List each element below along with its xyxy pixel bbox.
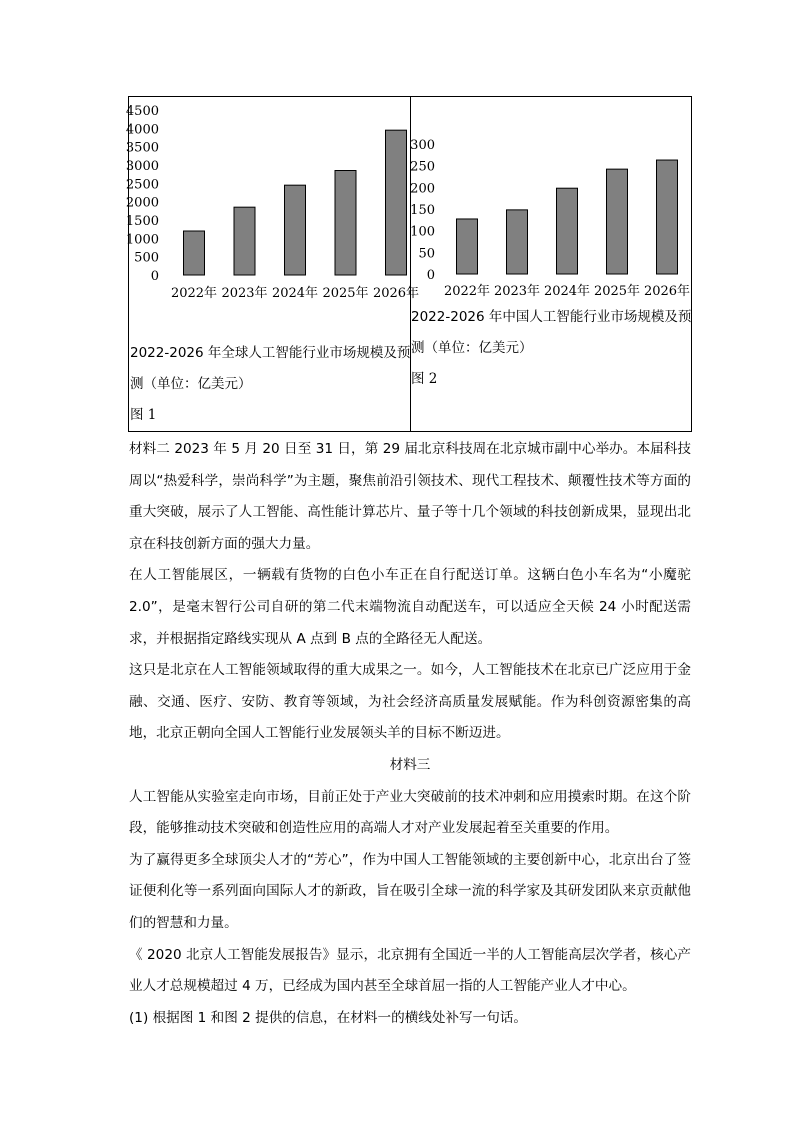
x-tick-label: 2026年 xyxy=(643,284,691,299)
y-tick-label: 3000 xyxy=(125,159,159,174)
bar xyxy=(335,171,356,276)
figure-2-caption xyxy=(411,302,691,395)
y-tick-label: 250 xyxy=(410,159,435,175)
bar xyxy=(457,219,478,274)
figure-1-label: 图 1 xyxy=(130,407,157,423)
y-tick-label: 3500 xyxy=(125,140,159,156)
y-tick-label: 100 xyxy=(410,224,435,240)
x-tick-label: 2025年 xyxy=(593,284,641,299)
paragraph-report: 《 2020 北京人工智能发展报告》显示，北京拥有全国近一半的人工智能高层次学者，核心产业人才总规模超过 4 万，已经成为国内甚至全球首屈一指的人工智能产业人才中心。 xyxy=(129,946,691,995)
bar xyxy=(386,130,407,275)
figure-1-caption-line-1: 2022-2026 年全球人工智能行业市场规模及预 xyxy=(130,345,411,361)
x-tick-label: 2025年 xyxy=(322,286,369,301)
y-tick-label: 0 xyxy=(150,269,159,284)
figure-2-caption-line-2: 测（单位：亿美元） xyxy=(411,340,533,356)
bar xyxy=(285,185,306,275)
question-1: (1) 根据图 1 和图 2 提供的信息，在材料一的横线处补写一句话。 xyxy=(129,1009,528,1026)
bar xyxy=(234,207,255,275)
figure-2-label: 图 2 xyxy=(411,371,438,387)
global-ai-market-bar-chart xyxy=(125,97,420,307)
x-tick-label: 2024年 xyxy=(271,286,319,301)
paragraph-ai-talent: 人工智能从实验室走向市场，目前正处于产业大突破前的技术冲刺和应用摸索时期。在这个阶段，能够推动技术突破和创造性应用的高端人才对产业发展起着至关重要的作用。 xyxy=(129,788,691,837)
x-tick-label: 2022年 xyxy=(443,284,491,299)
figure-1-caption-line-2: 测（单位：亿美元） xyxy=(130,376,252,392)
figure-1-caption xyxy=(130,338,410,431)
bar xyxy=(657,160,678,274)
y-tick-label: 150 xyxy=(410,203,435,218)
article-body xyxy=(129,434,691,1034)
y-tick-label: 4500 xyxy=(125,104,159,119)
bar xyxy=(507,210,528,274)
x-tick-label: 2022年 xyxy=(170,286,218,301)
y-tick-label: 300 xyxy=(410,138,435,153)
paragraph-talent-policy: 为了赢得更多全球顶尖人才的“芳心”，作为中国人工智能领域的主要创新中心，北京出台了签证便利化等一系列面向国际人才的新政，旨在吸引全球一流的科学家及其研发团队来京贡献他们的智慧和力量。 xyxy=(129,851,691,931)
figure-2-caption-line-1: 2022-2026 年中国人工智能行业市场规模及预 xyxy=(411,309,692,325)
bar xyxy=(607,169,628,274)
section-title-material-3: 材料三 xyxy=(389,756,431,773)
y-tick-label: 0 xyxy=(426,268,435,283)
bar xyxy=(184,231,205,275)
china-ai-market-bar-chart xyxy=(411,97,691,307)
y-tick-label: 4000 xyxy=(125,122,159,138)
y-tick-label: 2000 xyxy=(125,195,159,211)
bar xyxy=(557,188,578,274)
x-tick-label: 2023年 xyxy=(493,284,541,299)
x-tick-label: 2024年 xyxy=(543,284,591,299)
x-tick-label: 2023年 xyxy=(221,286,268,301)
y-tick-label: 1000 xyxy=(125,232,159,248)
paragraph-robot-car: 在人工智能展区，一辆载有货物的白色小车正在自行配送订单。这辆白色小车名为“小魔驼 2.0”，是毫末智行公司自研的第二代末端物流自动配送车，可以适应全天候 24 小时配送需求，并根据指定路线实现从 A 点到 B 点的全路径无人配送。 xyxy=(129,567,691,647)
paragraph-ai-applications: 这只是北京在人工智能领域取得的重大成果之一。如今，人工智能技术在北京已广泛应用于金融、交通、医疗、安防、教育等领域，为社会经济高质量发展赋能。作为科创资源密集的高地，北京正朝向全国人工智能行业发展领头羊的目标不断迈进。 xyxy=(129,662,691,742)
y-tick-label: 50 xyxy=(418,246,435,262)
paragraph-material-2: 材料二 2023 年 5 月 20 日至 31 日，第 29 届北京科技周在北京城市副中心举办。本届科技周以“热爱科学，崇尚科学”为主题，聚焦前沿引领技术、现代工程技术、颠覆性技术等方面的重大突破，展示了人工智能、高性能计算芯片、量子等十几个领域的科技创新成果，显现出北京在科技创新方面的强大力量。 xyxy=(129,441,691,552)
x-tick-label: 2026年 xyxy=(372,286,420,301)
y-tick-label: 200 xyxy=(410,181,435,197)
y-tick-label: 2500 xyxy=(125,177,159,193)
y-tick-label: 500 xyxy=(134,250,159,266)
y-tick-label: 1500 xyxy=(125,214,159,229)
